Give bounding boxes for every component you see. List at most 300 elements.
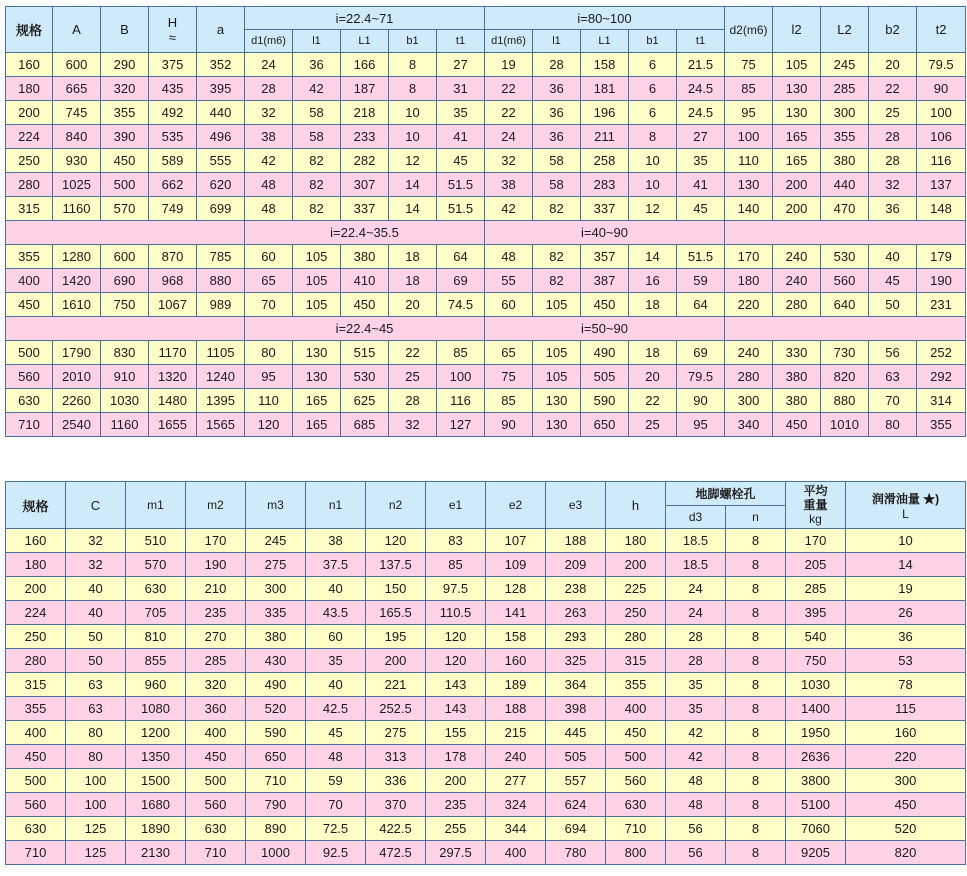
- table-cell: 500: [606, 745, 666, 769]
- table-cell: 79.5: [917, 53, 966, 77]
- table-cell: 355: [101, 101, 149, 125]
- table-cell: 22: [485, 77, 533, 101]
- table-cell: 32: [869, 173, 917, 197]
- table-cell: 570: [101, 197, 149, 221]
- table-cell: 116: [917, 149, 966, 173]
- table-cell: 450: [773, 413, 821, 437]
- table-cell: 51.5: [437, 197, 485, 221]
- header-spec: 规格: [6, 7, 53, 53]
- table-cell: 600: [101, 245, 149, 269]
- table-cell: 12: [389, 149, 437, 173]
- header-oil-label: 润滑油量 ★): [871, 491, 940, 506]
- table-cell: 335: [246, 601, 306, 625]
- table-cell: 280: [6, 173, 53, 197]
- table-cell: 218: [341, 101, 389, 125]
- table-cell: 40: [306, 577, 366, 601]
- table-cell: 8: [726, 673, 786, 697]
- table-cell: 324: [486, 793, 546, 817]
- header-n2: n2: [366, 482, 426, 529]
- table-cell: 445: [546, 721, 606, 745]
- table-cell: 344: [486, 817, 546, 841]
- table-cell: 650: [581, 413, 629, 437]
- table-cell: 387: [581, 269, 629, 293]
- table-row: [6, 293, 966, 317]
- table-cell: 277: [486, 769, 546, 793]
- table-cell: 150: [366, 577, 426, 601]
- table-cell: 38: [245, 125, 293, 149]
- table-cell: 190: [917, 269, 966, 293]
- table-row: [6, 101, 966, 125]
- table-cell: 100: [725, 125, 773, 149]
- table-cell: 48: [306, 745, 366, 769]
- table-cell: 95: [677, 413, 725, 437]
- table-cell: 300: [821, 101, 869, 125]
- ratio-band-blank: [6, 221, 245, 245]
- header-H-approx: ≈: [168, 29, 177, 45]
- table-cell: 24: [666, 577, 726, 601]
- table-cell: 200: [773, 197, 821, 221]
- table-cell: 130: [533, 413, 581, 437]
- table-cell: 225: [606, 577, 666, 601]
- subheader-n: n: [726, 505, 786, 529]
- table-cell: 160: [486, 649, 546, 673]
- table-cell: 36: [533, 77, 581, 101]
- table-row: [6, 745, 966, 769]
- table-cell: 200: [6, 577, 66, 601]
- table-cell: 8: [726, 625, 786, 649]
- table-cell: 750: [101, 293, 149, 317]
- table-row: [6, 529, 966, 553]
- table-cell: 14: [629, 245, 677, 269]
- table-cell: 63: [66, 673, 126, 697]
- table-cell: 180: [606, 529, 666, 553]
- table-cell: 1030: [101, 389, 149, 413]
- ratio-band-label: i=50~90: [485, 317, 725, 341]
- table-cell: 400: [6, 269, 53, 293]
- table-cell: 400: [186, 721, 246, 745]
- header-C: C: [66, 482, 126, 529]
- table-cell: 10: [389, 125, 437, 149]
- table-cell: 820: [821, 365, 869, 389]
- table-cell: 2010: [53, 365, 101, 389]
- table-cell: 307: [341, 173, 389, 197]
- table-cell: 557: [546, 769, 606, 793]
- table-cell: 90: [917, 77, 966, 101]
- table-cell: 125: [66, 817, 126, 841]
- table-cell: 355: [606, 673, 666, 697]
- table-cell: 188: [486, 697, 546, 721]
- table-cell: 105: [533, 293, 581, 317]
- table-cell: 314: [917, 389, 966, 413]
- header-oil-unit: L: [902, 506, 909, 521]
- table-cell: 255: [426, 817, 486, 841]
- table-cell: 56: [666, 841, 726, 865]
- table-cell: 1000: [246, 841, 306, 865]
- table-cell: 180: [6, 553, 66, 577]
- table-cell: 224: [6, 601, 66, 625]
- table-cell: 472.5: [366, 841, 426, 865]
- table-cell: 107: [486, 529, 546, 553]
- table-cell: 82: [533, 197, 581, 221]
- table-cell: 555: [197, 149, 245, 173]
- table-cell: 450: [606, 721, 666, 745]
- table-cell: 35: [306, 649, 366, 673]
- header-l2: l2: [773, 7, 821, 53]
- table-cell: 285: [786, 577, 846, 601]
- table-cell: 28: [869, 149, 917, 173]
- table-cell: 8: [726, 817, 786, 841]
- table-cell: 285: [821, 77, 869, 101]
- table-cell: 85: [426, 553, 486, 577]
- table-cell: 36: [846, 625, 966, 649]
- table-cell: 240: [773, 269, 821, 293]
- table-cell: 58: [533, 173, 581, 197]
- table-cell: 820: [846, 841, 966, 865]
- table-cell: 180: [725, 269, 773, 293]
- table-cell: 785: [197, 245, 245, 269]
- table-cell: 355: [6, 245, 53, 269]
- ratio-band-blank: [6, 317, 245, 341]
- table-cell: 64: [437, 245, 485, 269]
- table-cell: 42: [666, 721, 726, 745]
- table-cell: 1170: [149, 341, 197, 365]
- table-cell: 64: [677, 293, 725, 317]
- table-cell: 780: [546, 841, 606, 865]
- table-cell: 258: [581, 149, 629, 173]
- table-cell: 37.5: [306, 553, 366, 577]
- table-cell: 120: [426, 625, 486, 649]
- table-row: [6, 173, 966, 197]
- header-h: h: [606, 482, 666, 529]
- table-cell: 22: [389, 341, 437, 365]
- ratio-band-label: i=22.4~45: [245, 317, 485, 341]
- table-row: [6, 413, 966, 437]
- table-cell: 35: [666, 697, 726, 721]
- header-e1: e1: [426, 482, 486, 529]
- table-row: [6, 793, 966, 817]
- table-cell: 1240: [197, 365, 245, 389]
- header-H: [149, 7, 197, 53]
- header-B: B: [101, 7, 149, 53]
- table-cell: 220: [725, 293, 773, 317]
- table-cell: 8: [726, 721, 786, 745]
- table-cell: 200: [426, 769, 486, 793]
- table-cell: 120: [366, 529, 426, 553]
- table-cell: 187: [341, 77, 389, 101]
- ratio-band-blank: [725, 317, 966, 341]
- table-cell: 400: [6, 721, 66, 745]
- header-oil: [846, 482, 966, 529]
- table-cell: 180: [6, 77, 53, 101]
- table-cell: 400: [486, 841, 546, 865]
- header-m1: m1: [126, 482, 186, 529]
- table-cell: 710: [606, 817, 666, 841]
- table-cell: 231: [917, 293, 966, 317]
- table-cell: 364: [546, 673, 606, 697]
- table-cell: 100: [66, 769, 126, 793]
- table-cell: 880: [197, 269, 245, 293]
- table-cell: 8: [726, 553, 786, 577]
- table-cell: 1105: [197, 341, 245, 365]
- table-cell: 181: [581, 77, 629, 101]
- header-b2: b2: [869, 7, 917, 53]
- table-cell: 12: [629, 197, 677, 221]
- header-weight-line1: 平均: [803, 484, 828, 498]
- table-cell: 80: [869, 413, 917, 437]
- table-cell: 165: [773, 149, 821, 173]
- table-cell: 50: [66, 625, 126, 649]
- table-cell: 51.5: [437, 173, 485, 197]
- table-cell: 699: [197, 197, 245, 221]
- table-cell: 25: [869, 101, 917, 125]
- table-cell: 450: [341, 293, 389, 317]
- table-cell: 1500: [126, 769, 186, 793]
- table-cell: 24: [666, 601, 726, 625]
- table-cell: 82: [533, 269, 581, 293]
- table-cell: 630: [186, 817, 246, 841]
- table-cell: 840: [53, 125, 101, 149]
- table-cell: 492: [149, 101, 197, 125]
- table-cell: 263: [546, 601, 606, 625]
- table-cell: 450: [186, 745, 246, 769]
- table-cell: 624: [546, 793, 606, 817]
- table-cell: 560: [186, 793, 246, 817]
- table-cell: 195: [366, 625, 426, 649]
- subheader-d3: d3: [666, 505, 726, 529]
- table-cell: 357: [581, 245, 629, 269]
- table-cell: 32: [485, 149, 533, 173]
- table-cell: 178: [426, 745, 486, 769]
- table-cell: 42: [666, 745, 726, 769]
- table-cell: 143: [426, 697, 486, 721]
- table-cell: 252.5: [366, 697, 426, 721]
- table-cell: 70: [869, 389, 917, 413]
- table-cell: 41: [437, 125, 485, 149]
- table-cell: 140: [725, 197, 773, 221]
- table-cell: 221: [366, 673, 426, 697]
- table-row: [6, 697, 966, 721]
- table-cell: 245: [821, 53, 869, 77]
- table-cell: 35: [666, 673, 726, 697]
- table-cell: 82: [533, 245, 581, 269]
- table-cell: 51.5: [677, 245, 725, 269]
- table-cell: 20: [629, 365, 677, 389]
- table-row: [6, 577, 966, 601]
- table-cell: 6: [629, 77, 677, 101]
- table-cell: 6: [629, 101, 677, 125]
- table-cell: 450: [101, 149, 149, 173]
- table-cell: 435: [149, 77, 197, 101]
- table-cell: 235: [426, 793, 486, 817]
- table-cell: 170: [186, 529, 246, 553]
- table-cell: 100: [917, 101, 966, 125]
- table-cell: 400: [606, 697, 666, 721]
- table-cell: 380: [821, 149, 869, 173]
- table-cell: 968: [149, 269, 197, 293]
- table-cell: 28: [869, 125, 917, 149]
- table-cell: 8: [726, 601, 786, 625]
- table-cell: 560: [606, 769, 666, 793]
- header-n1: n1: [306, 482, 366, 529]
- table-cell: 79.5: [677, 365, 725, 389]
- table-cell: 166: [341, 53, 389, 77]
- table-cell: 100: [66, 793, 126, 817]
- table-cell: 5100: [786, 793, 846, 817]
- table-cell: 36: [533, 125, 581, 149]
- table-row: [6, 673, 966, 697]
- table-cell: 9205: [786, 841, 846, 865]
- table-cell: 790: [246, 793, 306, 817]
- table-cell: 315: [6, 673, 66, 697]
- table-cell: 710: [246, 769, 306, 793]
- table-cell: 70: [306, 793, 366, 817]
- table-cell: 196: [581, 101, 629, 125]
- table-cell: 320: [101, 77, 149, 101]
- table-cell: 630: [606, 793, 666, 817]
- table-cell: 440: [821, 173, 869, 197]
- table-cell: 158: [581, 53, 629, 77]
- table-cell: 240: [773, 245, 821, 269]
- table-cell: 240: [725, 341, 773, 365]
- table-cell: 70: [245, 293, 293, 317]
- table-cell: 233: [341, 125, 389, 149]
- header-bolt-holes: 地脚螺栓孔: [666, 482, 786, 506]
- table-cell: 1420: [53, 269, 101, 293]
- table-cell: 280: [725, 365, 773, 389]
- table-cell: 158: [486, 625, 546, 649]
- table-cell: 16: [629, 269, 677, 293]
- table-cell: 105: [533, 365, 581, 389]
- table-cell: 7060: [786, 817, 846, 841]
- table-row: [6, 721, 966, 745]
- table-cell: 110.5: [426, 601, 486, 625]
- table-cell: 18.5: [666, 529, 726, 553]
- header-e2: e2: [486, 482, 546, 529]
- table-cell: 41: [677, 173, 725, 197]
- table-cell: 10: [846, 529, 966, 553]
- table-cell: 2540: [53, 413, 101, 437]
- table-cell: 50: [869, 293, 917, 317]
- table-cell: 855: [126, 649, 186, 673]
- table-cell: 97.5: [426, 577, 486, 601]
- table-cell: 750: [786, 649, 846, 673]
- table-cell: 188: [546, 529, 606, 553]
- table-cell: 45: [869, 269, 917, 293]
- table-cell: 500: [6, 769, 66, 793]
- table-cell: 2260: [53, 389, 101, 413]
- table-cell: 238: [546, 577, 606, 601]
- table-cell: 28: [389, 389, 437, 413]
- table-cell: 42: [485, 197, 533, 221]
- table-cell: 32: [389, 413, 437, 437]
- table-cell: 60: [245, 245, 293, 269]
- table-cell: 505: [581, 365, 629, 389]
- table-cell: 210: [186, 577, 246, 601]
- subheader-t1-b: t1: [677, 30, 725, 53]
- subheader-b1-a: b1: [389, 30, 437, 53]
- table-cell: 92.5: [306, 841, 366, 865]
- table-cell: 500: [101, 173, 149, 197]
- table-cell: 520: [846, 817, 966, 841]
- table-cell: 40: [66, 601, 126, 625]
- table-cell: 589: [149, 149, 197, 173]
- table-cell: 148: [917, 197, 966, 221]
- table-cell: 1400: [786, 697, 846, 721]
- table-cell: 95: [245, 365, 293, 389]
- table-cell: 8: [389, 77, 437, 101]
- table-cell: 28: [666, 649, 726, 673]
- table-cell: 115: [846, 697, 966, 721]
- table-cell: 313: [366, 745, 426, 769]
- table-cell: 10: [629, 149, 677, 173]
- table-cell: 60: [485, 293, 533, 317]
- table-cell: 450: [581, 293, 629, 317]
- table-cell: 32: [66, 553, 126, 577]
- table-row: [6, 553, 966, 577]
- table-cell: 90: [485, 413, 533, 437]
- table-row: [6, 245, 966, 269]
- subheader-l1-a: l1: [293, 30, 341, 53]
- table-cell: 36: [869, 197, 917, 221]
- table-cell: 490: [246, 673, 306, 697]
- table-cell: 293: [546, 625, 606, 649]
- table-cell: 40: [306, 673, 366, 697]
- table-cell: 1025: [53, 173, 101, 197]
- table-cell: 1395: [197, 389, 245, 413]
- table-cell: 128: [486, 577, 546, 601]
- table-cell: 440: [197, 101, 245, 125]
- table-cell: 8: [726, 841, 786, 865]
- table-cell: 282: [341, 149, 389, 173]
- table-cell: 24.5: [677, 77, 725, 101]
- table-cell: 20: [389, 293, 437, 317]
- table-cell: 220: [846, 745, 966, 769]
- table-cell: 179: [917, 245, 966, 269]
- table-cell: 535: [149, 125, 197, 149]
- table-cell: 18: [389, 245, 437, 269]
- table-cell: 252: [917, 341, 966, 365]
- table-cell: 165.5: [366, 601, 426, 625]
- table-cell: 95: [725, 101, 773, 125]
- table-cell: 125: [66, 841, 126, 865]
- table-cell: 315: [6, 197, 53, 221]
- table-cell: 69: [437, 269, 485, 293]
- table-cell: 59: [677, 269, 725, 293]
- table-cell: 1790: [53, 341, 101, 365]
- table-cell: 650: [246, 745, 306, 769]
- table-cell: 870: [149, 245, 197, 269]
- table-cell: 300: [246, 577, 306, 601]
- table-cell: 85: [437, 341, 485, 365]
- table-cell: 200: [773, 173, 821, 197]
- header-A: A: [53, 7, 101, 53]
- table-cell: 380: [773, 389, 821, 413]
- table-cell: 75: [485, 365, 533, 389]
- table-cell: 106: [917, 125, 966, 149]
- table-cell: 280: [773, 293, 821, 317]
- table-cell: 130: [293, 365, 341, 389]
- table-cell: 100: [437, 365, 485, 389]
- table-cell: 65: [245, 269, 293, 293]
- table-cell: 110: [725, 149, 773, 173]
- table-cell: 22: [485, 101, 533, 125]
- table-cell: 72.5: [306, 817, 366, 841]
- table-cell: 490: [581, 341, 629, 365]
- table-cell: 170: [786, 529, 846, 553]
- table-cell: 85: [725, 77, 773, 101]
- table-cell: 200: [366, 649, 426, 673]
- table-cell: 530: [821, 245, 869, 269]
